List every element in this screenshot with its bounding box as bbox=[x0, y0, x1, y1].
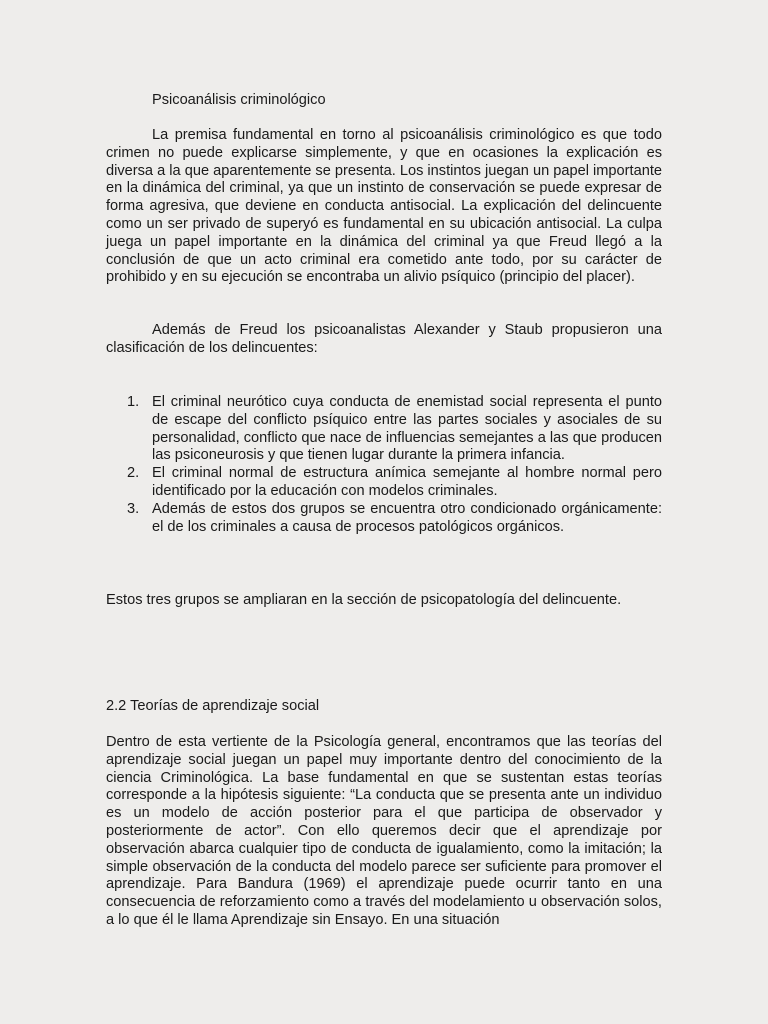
list-item bbox=[106, 465, 662, 501]
list-item-number: 3. bbox=[127, 500, 140, 517]
list-item-text: El criminal normal de estructura anímica semejante al hombre normal pero identificado por la educación con modelos criminales. bbox=[152, 465, 662, 499]
section-title: Psicoanálisis criminológico bbox=[152, 92, 326, 108]
list-item bbox=[106, 394, 662, 465]
list-item-number: 2. bbox=[127, 465, 140, 482]
paragraph-social-learning: Dentro de esta vertiente de la Psicología general, encontramos que las teorías del aprendizaje social juegan un papel muy importante dentro del conocimiento de la ciencia Criminológica. La base fundamental en que se sustentan estas teorías corresponde a la hipótesis siguiente: “La conducta que se presenta ante un individuo es un modelo de acción posterior para el que participa de observador y posteriormente de actor”. Con ello queremos decir que el aprendizaje por observación abarca cualquier tipo de conducta de igualamiento, como la imitación; la simple observación de la conducta del modelo parece ser suficiente para promover el aprendizaje. Para Bandura (1969) el aprendizaje puede ocurrir tanto en una consecuencia de reforzamiento como a través del modelamiento u observación solos, a lo que él le llama Aprendizaje sin Ensayo. En una situación bbox=[106, 734, 662, 928]
list-item bbox=[106, 501, 662, 537]
paragraph-classification-intro: Además de Freud los psicoanalistas Alexander y Staub propusieron una clasificación de los delincuentes: bbox=[106, 322, 662, 356]
paragraph-groups-note: Estos tres grupos se ampliaran en la sección de psicopatología del delincuente. bbox=[106, 592, 622, 608]
paragraph-instincts: La premisa fundamental en torno al psicoanálisis criminológico es que todo crimen no puede explicarse simplemente, y que en ocasiones la explicación es diversa a la que aparentemente se presenta. Los instintos juegan un papel importante en la dinámica del criminal, ya que un instinto de conservación se puede expresar de forma agresiva, que deviene en conducta antisocial. La explicación del delincuente como un ser privado de superyó es fundamental en su ubicación antisocial. La culpa juega un papel importante en la dinámica del criminal ya que Freud llegó a la conclusión de que un acto criminal era cometido ante todo, por su carácter de prohibido y en su ejecución se encontraba un alivio psíquico (principio del placer). bbox=[106, 127, 662, 286]
list-item-text: El criminal neurótico cuya conducta de enemistad social representa el punto de escape del conflicto psíquico entre las partes sociales y asociales de su personalidad, conflicto que nace de influencias semejantes a las que producen las psiconeurosis y que tienen lugar durante la primera infancia. bbox=[152, 394, 662, 464]
list-item-text: Además de estos dos grupos se encuentra otro condicionado orgánicamente: el de los criminales a causa de procesos patológicos orgánicos. bbox=[152, 500, 662, 535]
delinquent-classification-list bbox=[106, 394, 662, 536]
list-item-number: 1. bbox=[127, 394, 140, 410]
subsection-title: 2.2 Teorías de aprendizaje social bbox=[106, 698, 320, 714]
